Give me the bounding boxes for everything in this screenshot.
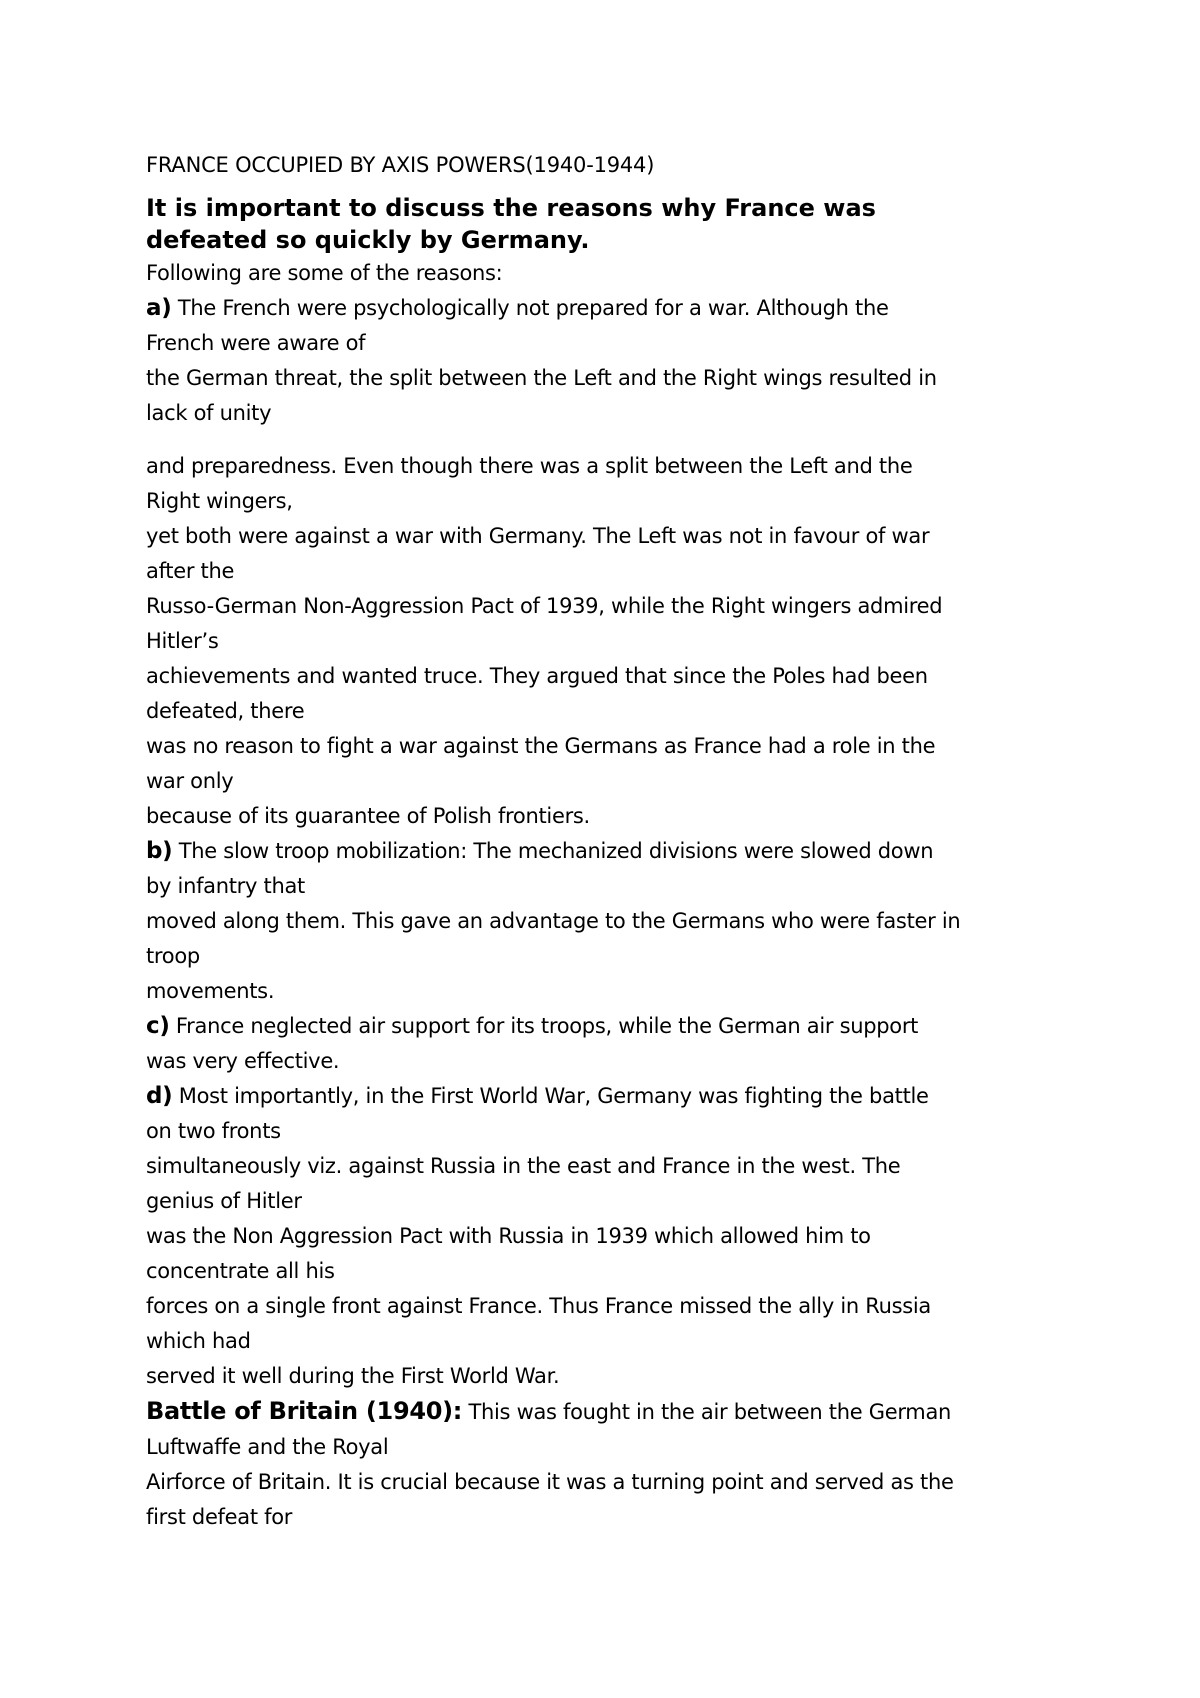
point-d-line: on two fronts [146, 1119, 281, 1143]
point-d-line: concentrate all his [146, 1259, 335, 1283]
document-body [146, 148, 1066, 1535]
point-a-line: was no reason to fight a war against the Germans as France had a role in the [146, 734, 936, 758]
point-a-line: and preparedness. Even though there was a split between the Left and the [146, 454, 913, 478]
point-a-line: Hitler’s [146, 629, 219, 653]
point-a-line: lack of unity [146, 401, 272, 425]
point-b-line: by infantry that [146, 874, 305, 898]
document-title: FRANCE OCCUPIED BY AXIS POWERS(1940-1944) [146, 153, 655, 177]
battle-first-text: This was fought in the air between the German [462, 1400, 952, 1424]
point-a-line: defeated, there [146, 699, 305, 723]
point-a-line: Right wingers, [146, 489, 293, 513]
battle-heading: Battle of Britain (1940): [146, 1397, 463, 1425]
point-d-first-text: Most importantly, in the First World War, Germany was fighting the battle [172, 1084, 929, 1108]
point-b-line: moved along them. This gave an advantage to the Germans who were faster in [146, 909, 961, 933]
point-c-line: was very effective. [146, 1049, 340, 1073]
section-heading-line-2: defeated so quickly by Germany. [146, 226, 590, 254]
battle-line: Luftwaffe and the Royal [146, 1435, 389, 1459]
point-a-first-text: The French were psychologically not prepared for a war. Although the [171, 296, 889, 320]
point-b-line: troop [146, 944, 200, 968]
point-a-line: yet both were against a war with Germany. The Left was not in favour of war [146, 524, 930, 548]
point-c-marker: c) [146, 1013, 170, 1039]
point-b-marker: b) [146, 838, 173, 864]
point-d-line: was the Non Aggression Pact with Russia in 1939 which allowed him to [146, 1224, 871, 1248]
point-d-first-line [146, 1079, 1066, 1114]
point-a-line: after the [146, 559, 235, 583]
point-a-marker: a) [146, 295, 172, 321]
point-d-line: served it well during the First World War. [146, 1364, 560, 1388]
point-d-marker: d) [146, 1083, 173, 1109]
battle-first-line [146, 1394, 1066, 1430]
point-d-line: simultaneously viz. against Russia in the east and France in the west. The [146, 1154, 901, 1178]
point-d-line: forces on a single front against France. Thus France missed the ally in Russia [146, 1294, 931, 1318]
point-a-line: because of its guarantee of Polish frontiers. [146, 804, 590, 828]
point-c-first-text: France neglected air support for its troops, while the German air support [169, 1014, 919, 1038]
point-c-first-line [146, 1009, 1066, 1044]
point-a-line: achievements and wanted truce. They argued that since the Poles had been [146, 664, 928, 688]
point-a-line: Russo-German Non-Aggression Pact of 1939, while the Right wingers admired [146, 594, 943, 618]
point-a-first-line [146, 291, 1066, 326]
paragraph-gap [146, 431, 1066, 449]
section-heading-line-1: It is important to discuss the reasons why France was [146, 194, 876, 222]
battle-line: Airforce of Britain. It is crucial because it was a turning point and served as the [146, 1470, 954, 1494]
point-a-line: French were aware of [146, 331, 366, 355]
point-b-first-line [146, 834, 1066, 869]
point-b-line: movements. [146, 979, 275, 1003]
point-a-line: the German threat, the split between the Left and the Right wings resulted in [146, 366, 937, 390]
point-b-first-text: The slow troop mobilization: The mechanized divisions were slowed down [172, 839, 934, 863]
intro-text: Following are some of the reasons: [146, 261, 503, 285]
battle-line: first defeat for [146, 1505, 293, 1529]
point-d-line: which had [146, 1329, 251, 1353]
point-d-line: genius of Hitler [146, 1189, 302, 1213]
point-a-line: war only [146, 769, 234, 793]
